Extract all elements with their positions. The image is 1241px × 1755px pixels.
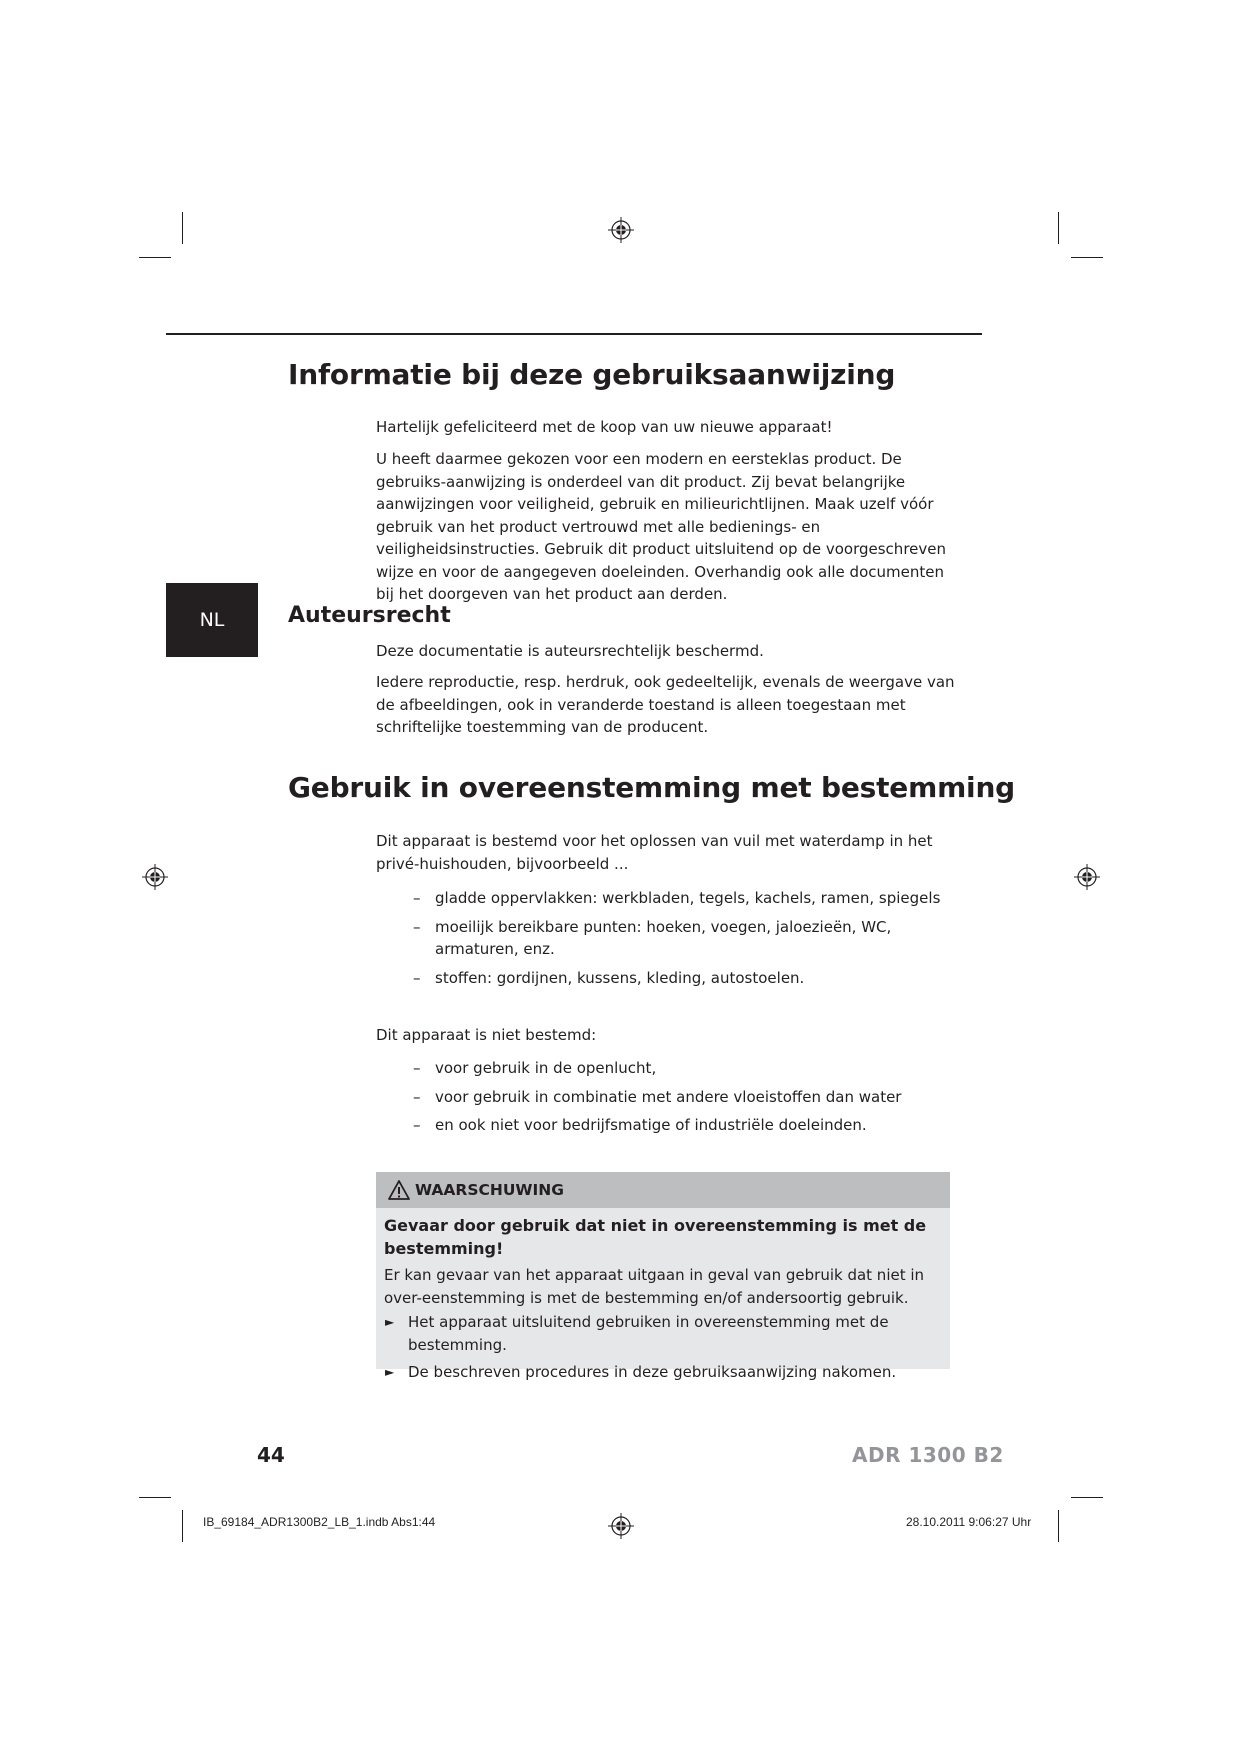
paragraph-copyright-1: Deze documentatie is auteursrechtelijk beschermd.	[376, 642, 764, 660]
warning-title: Gevaar door gebruik dat niet in overeenstemming is met de bestemming!	[384, 1216, 927, 1258]
crop-mark	[182, 212, 183, 244]
crop-mark	[1071, 257, 1103, 258]
paragraph-not-intended-intro: Dit apparaat is niet bestemd:	[376, 1026, 597, 1044]
warning-header	[376, 1172, 950, 1208]
warning-instructions	[376, 1311, 950, 1384]
warning-triangle-icon	[388, 1180, 410, 1200]
heading-information: Informatie bij deze gebruiksaanwijzing	[288, 358, 896, 391]
list-item: – stoffen: gordijnen, kussens, kleding, autostoelen.	[413, 968, 805, 987]
language-tab: NL	[166, 583, 258, 657]
paragraph-congrats: Hartelijk gefeliciteerd met de koop van uw nieuwe apparaat!	[376, 418, 833, 436]
list-item: ► De beschreven procedures in deze gebruiksaanwijzing nakomen.	[376, 1361, 950, 1384]
arrow-right-icon: ►	[385, 1315, 395, 1329]
crop-mark	[1071, 1497, 1103, 1498]
crop-mark	[182, 1510, 183, 1542]
list-item: – voor gebruik in combinatie met andere vloeistoffen dan water	[413, 1087, 902, 1106]
crop-mark	[139, 1497, 171, 1498]
registration-mark-icon	[608, 217, 634, 243]
list-item: – gladde oppervlakken: werkbladen, tegels, kachels, ramen, spiegels	[413, 889, 941, 907]
warning-text: Er kan gevaar van het apparaat uitgaan in geval van gebruik dat niet in over-eenstemming is met de bestemming en/of andersoortig gebruik.	[384, 1266, 925, 1307]
list-item: – voor gebruik in de openlucht,	[413, 1059, 657, 1077]
not-intended-use-list	[376, 1057, 956, 1143]
slug-datetime: 28.10.2011 9:06:27 Uhr	[906, 1515, 1032, 1529]
list-item: – moeilijk bereikbare punten: hoeken, voegen, jaloezieën, WC, armaturen, enz.	[413, 917, 892, 958]
intended-use-list	[376, 887, 956, 995]
model-name: ADR 1300 B2	[852, 1443, 1004, 1467]
registration-mark-icon	[608, 1513, 634, 1539]
slug-file: IB_69184_ADR1300B2_LB_1.indb Abs1:44	[203, 1515, 436, 1529]
arrow-right-icon: ►	[385, 1365, 395, 1379]
warning-label: WAARSCHUWING	[415, 1181, 564, 1199]
paragraph-manual-info: U heeft daarmee gekozen voor een modern en eersteklas product. De gebruiks-aanwijzing is onderdeel van dit product. Zij bevat belangrijke aanwijzingen voor veiligheid, gebruik en milieurichtlijnen. Maak uzelf vóór gebruik van het product vertrouwd met alle bedienings- en veiligheidsinstructies. Gebruik dit product uitsluitend op de voorgeschreven wijze en voor de aangegeven doeleinden. Overhandig ook alle documenten bij het doorgeven van het product aan derden.	[376, 450, 946, 603]
registration-mark-icon	[1074, 864, 1100, 890]
heading-intended-use: Gebruik in overeenstemming met bestemming	[288, 771, 1016, 804]
crop-mark	[1058, 1510, 1059, 1542]
crop-mark	[1058, 212, 1059, 244]
list-item: – en ook niet voor bedrijfsmatige of industriële doeleinden.	[413, 1116, 867, 1134]
top-rule	[166, 333, 982, 335]
warning-box	[376, 1172, 950, 1381]
page-number: 44	[257, 1443, 285, 1467]
paragraph-usage-intro: Dit apparaat is bestemd voor het oplossen van vuil met waterdamp in het privé-huishouden, bijvoorbeeld ...	[376, 832, 933, 873]
crop-mark	[139, 257, 171, 258]
registration-mark-icon	[142, 864, 168, 890]
paragraph-copyright-2: Iedere reproductie, resp. herdruk, ook gedeeltelijk, evenals de weergave van de afbeeldingen, ook in veranderde toestand is alleen toegestaan met schriftelijke toestemming van de producent.	[376, 673, 955, 736]
list-item: ► Het apparaat uitsluitend gebruiken in overeenstemming met de bestemming.	[385, 1313, 889, 1354]
heading-copyright: Auteursrecht	[288, 603, 451, 628]
